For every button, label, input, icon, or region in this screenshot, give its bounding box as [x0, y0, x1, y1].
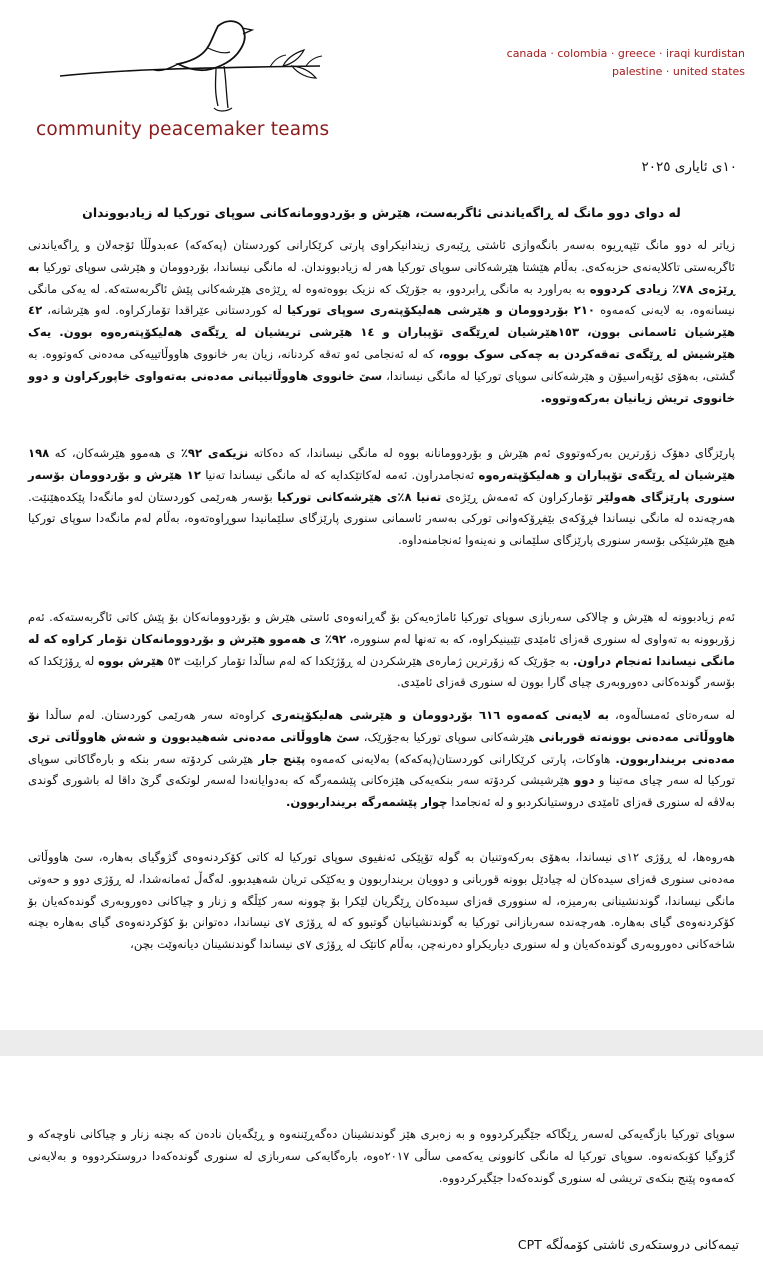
text-segment: هێرشیشی کردۆتە سەر بنکەیەکی هێزەکانی پێشمەرگە کە بەدوایانەدا لەسەر لوتکەی گرێ داقا لە باشوری گوندی بەلاڤە لە سنوری قەزای ئامێدی دروستیانکردبو و لە ئەنجامدا: [28, 773, 735, 810]
organization-name: community peacemaker teams: [36, 119, 330, 140]
bold-text-segment: دوو: [574, 773, 595, 788]
text-segment: ی هەموو هێرشەکان، کە: [49, 446, 181, 460]
paragraph-1: [28, 235, 735, 409]
bold-text-segment: پێنج جار: [258, 751, 306, 766]
text-segment: لە ڕۆژێکدا کە بۆسەر گوندەکانی دەوروبەری چیای گارا بوون لە سنوری قەزای ئامێدی.: [28, 653, 735, 690]
bold-text-segment: ١٩٨ هێرشیان لە ڕێگەی تۆپباران و هەلیکۆپتەرەوە: [28, 446, 735, 482]
paragraph-2: [28, 443, 735, 552]
text-segment: لە سەرەتای ئەمساڵەوە،: [608, 708, 735, 722]
signature: تیمەکانی دروستکەری ئاشتی کۆمەڵگە CPT: [517, 1237, 739, 1252]
text-segment: پارێزگای دهۆک زۆرترین بەرکەوتووی ئەم هێرش و بۆردوومانانە بووە له مانگی نیساندا، کە دەکاتە: [248, 446, 735, 460]
text-segment: تۆمارکراون کە ئەمەش ڕێژەی: [441, 489, 598, 504]
dove-on-branch-logo: [58, 8, 328, 123]
bold-text-segment: هێرش بووە: [98, 653, 164, 668]
text-segment: بە جۆرێک کە زۆرترین ژمارەی هێرشکردن لە ڕۆژێکدا کە لەم ساڵدا تۆمار کرابێت ٥٣: [163, 653, 573, 668]
text-segment: له کوردستانی عێراقدا تۆمارکراوە. لەو هێرشانە،: [42, 303, 288, 318]
bold-text-segment: ١٢ هێرش و بۆردوومان بۆسەر سنوری پارێزگای هەولێر: [28, 467, 735, 504]
text-segment: بۆسەر هەرێمی کوردستان لەو مانگەدا پێکدەهێنێت. هەرچەندە له مانگی نیساندا فڕۆکەی بێفڕۆکەوانی تورکی بەسەر ئاسمانی سنوری پارێزگای سلێمانیدا سوڕاوەتەوە، بەڵام لەم مانگەدا سوپای تورکیا هیچ هێرشێکی بۆسەر سنوری پارێزگای سلێمانی و نەینەوا ئەنجامنەداوە.: [28, 489, 735, 548]
bold-text-segment: ٩٢٪ ی هەموو هێرش و بۆردوومانەکان تۆمار کراوە کە لە مانگی نیساندا ئەنجام دراون.: [28, 631, 736, 668]
text-segment: ئەنجامدراون. ئەمە لەکاتێکدایە کە له مانگی نیساندا تەنیا: [200, 467, 479, 482]
text-segment: هاوکات، پارتی کرێکارانی کوردستان(پەکەکە) بەلایەنی کەمەوە: [305, 751, 616, 766]
text-segment: بە بەراورد بە مانگی ڕابردوو، بە جۆرێک کە نزیک بووەتەوە له ڕێژەی هێرشەکانی پێش ئاگربەستەکە. له یەکی مانگی نیسانەوە، بە لایەنی کەمەوە: [28, 281, 735, 318]
text-segment: کراوەتە سەر هەرێمی کوردستان. لەم ساڵدا: [39, 708, 272, 722]
bold-text-segment: سێ خانووی هاووڵاتییانی مەدەنی بەتەواوی خاپورکراون و دوو خانووی تریش زیانیان بەرکەوتووە.: [28, 368, 735, 405]
text-segment: سوپای تورکیا بازگەیەکی لەسەر ڕێگاکە جێگیرکردووە و بە زەبری هێز گوندنشینان دەگەڕێننەوە و ڕێگەیان نادەن کە بچنە زنار و چیاکانی ناوچەکە و گژوگیا کۆبکەنەوە. سوپای تورکیا لە مانگی کانوونی یەکەمی ساڵی ٢٠١٧ەوە، بارەگایەکی سەربازی لە سنوری گوندەکەدا دروستکردووە و بەلایەنی کەمەوە پێنج بنکەی تریشی لە سنوری گوندەکەدا جێگیرکردووە.: [28, 1127, 736, 1185]
text-segment: هێرشی کردۆتە سەر بنکە و بارەگاکانی سوپای تورکیا لە سەر چیای مەتینا و: [28, 751, 735, 788]
letter-date: ١٠ی ئایاری ٢٠٢٥: [641, 159, 737, 175]
countries-line-1: canada · colombia · greece · iraqi kurdistan: [506, 47, 745, 60]
bold-text-segment: سێ هاووڵاتی مەدەنی شەهیدبوون و شەش هاووڵاتی تری مەدەنی برینداربوون.: [28, 729, 735, 766]
bold-text-segment: ٢١٠ بۆردوومان و هێرشی هەلیکۆپتەری سوپای تورکیا: [287, 303, 595, 318]
paragraph-6: [28, 1124, 735, 1189]
page-separator: [0, 1030, 763, 1056]
bold-text-segment: به ڕێژەی ٧٨٪ زیادی کردووە: [28, 259, 735, 296]
bold-text-segment: تەنیا ٨٪ی هێرشەکانی تورکیا: [277, 489, 442, 504]
bold-text-segment: نزیکەی ٩٢٪: [180, 446, 249, 460]
paragraph-3: [28, 607, 735, 694]
letter-title: له دوای دوو مانگ له ڕاگەیاندنی ئاگربەست، هێرش و بۆردوومانەکانی سوپای تورکیا له زیادبووندان: [82, 205, 681, 220]
bold-text-segment: نۆ هاووڵاتی مەدەنی بوونەتە قوربانی: [28, 708, 735, 744]
bold-text-segment: ٤٢ هێرشیان ئاسمانی بوون، ١٥٣هێرشیان لەڕێگەی تۆپباران و ١٤ هێرشی تریشیان لە ڕێگەی هەلیکۆپتەرەوە بوون. یەک هێرشیش له ڕێگەی تەقەکردن بە چەکی سوک بووە،: [28, 303, 736, 361]
paragraph-5: [28, 847, 735, 956]
bold-text-segment: چوار پێشمەرگە برینداربوون.: [285, 795, 448, 810]
text-segment: زیاتر له دوو مانگ تێپەڕیوە بەسەر بانگەوازی ئاشتی ڕێبەری زیندانیکراوی پارتی کرێکارانی کوردستان (پەکەکە) عەبدوڵڵا ئۆجەلان و ڕاگەیاندنی ئاگربەستی تاکلایەنەی حزبەکەی. بەڵام هێشتا هێرشەکانی سوپای تورکیا هەر له زیادبووندان. له مانگی نیساندا، بۆردوومان و هێرشی سوپای تورکیا: [28, 238, 735, 274]
text-segment: هەروەها، لە ڕۆژی ١٢ی نیساندا، بەهۆی بەرکەوتنیان بە گولە تۆپێکی ئەنفیوی سوپای تورکیا لە کاتی کۆکردنەوەی گژوگیای بەهارە، سێ هاووڵاتی مەدەنی سنوری قەزای سیدەکان لە چیادێل بوونە قوربانی و دوویان برینداربوون و یەکێکی تریان شەهیدبوو. لەگەڵ ئەمانەشدا، لە ڕۆژی دوو و حەوتی مانگی نیساندا، گوندنشینانی بەرمیزە، لە سنووری قەزای سیدەکان ڕێگریان لێکرا بۆ چوونە سەر کێڵگە و زنار و چیاکانی دەوروبەری گوندەکەیان بۆ کۆکردنەوەی گیای بەهارە. هەرچەندە سەربازانی تورکیا بە گوندنشیانیان گوتبوو کە لە ڕۆژی ٧ی نیساندا، دەتوانن بۆ کۆکردنەوەی گیای بەهارە بچنە شاخەکانی دەوروبەری گوندەکەیان و لە سنوری دیاریکراو دەرنەچن، بەڵام کاتێک لە ڕۆژی ٧ی نیساندا گوندنشینان دیانەوێت بچن،: [28, 850, 735, 952]
paragraph-4: [28, 705, 735, 814]
text-segment: کە له ئەنجامی ئەو تەقە کردنانە، زیان بەر خانووی هاووڵاتییەکی مەدەنی کەوتووە. بە گشتی، بەهۆی ئۆپەراسیۆن و هێرشەکانی سوپای تورکیا له مانگی نیساندا،: [28, 346, 735, 383]
bold-text-segment: بە لایەنی کەمەوە ٦١٦ بۆردوومان و هێرشی هەلیکۆپتەری: [271, 708, 609, 722]
text-segment: هێرشەکانی سوپای تورکیا بەجۆرێک،: [359, 729, 539, 744]
letter-page-2: [0, 1056, 763, 1280]
countries-line-2: palestine · united states: [611, 65, 745, 78]
text-segment: ئەم زیادبوونە لە هێرش و چالاکی سەربازی سوپای تورکیا ئاماژەیەکن بۆ گەڕانەوەی ئاستی هێرش و بۆردوومانەکان بۆ پێش کاتی ئاگربەستەکە. ئەم زۆربوونە بە تەواوی لە سنوری قەزای ئامێدی تێبینیکراوە، کە بە تەنها لەم سنوورە،: [28, 610, 735, 646]
countries-list: [507, 45, 745, 81]
